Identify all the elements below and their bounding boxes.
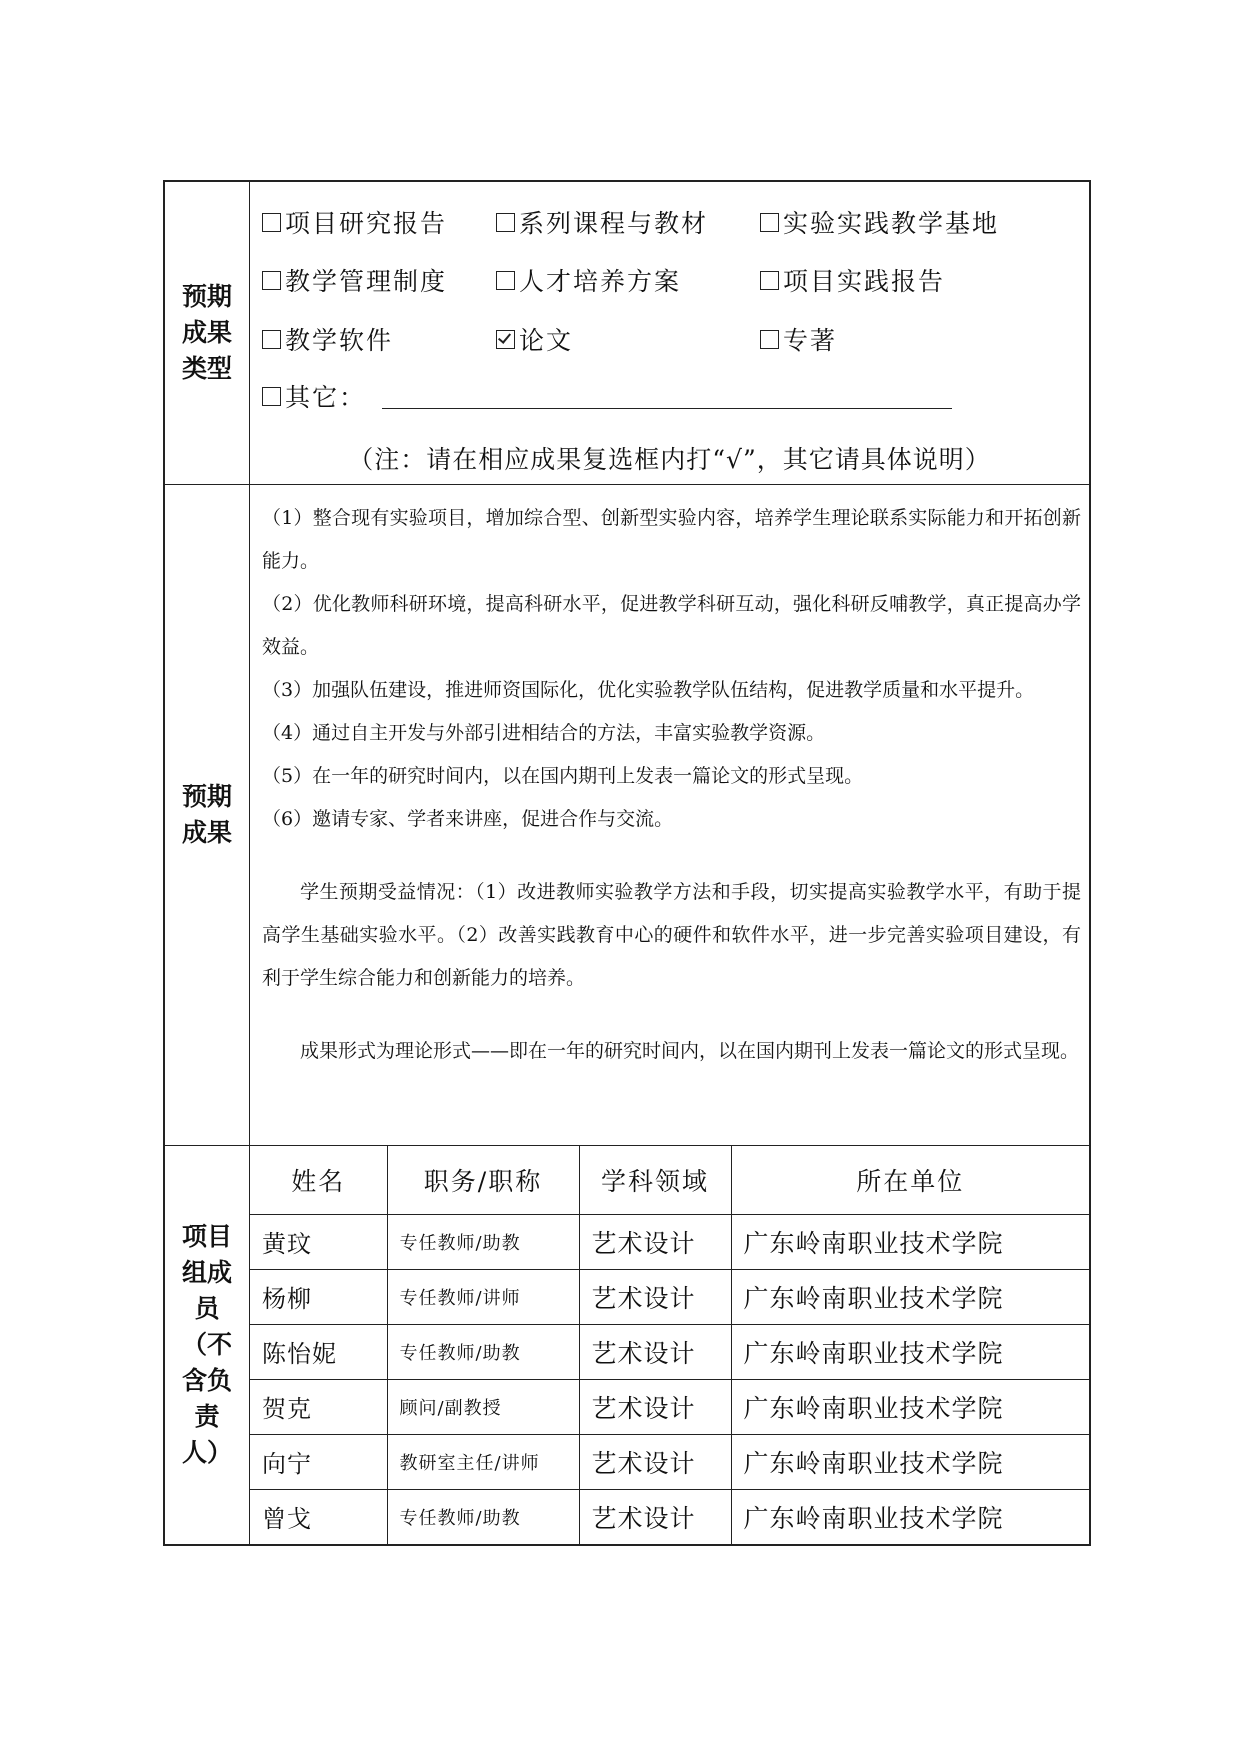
checked-checkbox-icon[interactable] [496, 330, 515, 349]
checkbox-row-1 [250, 204, 1089, 244]
checkbox-icon[interactable] [760, 271, 779, 290]
result-item-2: （2）优化教师科研环境，提高科研水平，促进教学科研互动，强化科研反哺教学，真正提高办学效益。 [262, 593, 1081, 658]
table-row [250, 1379, 1089, 1434]
checkbox-icon[interactable] [496, 213, 515, 232]
member-unit: 广东岭南职业技术学院 [731, 1269, 1089, 1324]
member-title: 专任教师/助教 [387, 1324, 579, 1379]
option-training-plan[interactable]: 人才培养方案 [496, 262, 681, 298]
member-field: 艺术设计 [579, 1324, 731, 1379]
outcome-types-section [165, 182, 1089, 485]
option-teaching-software[interactable]: 教学软件 [262, 321, 393, 357]
checkbox-icon[interactable] [760, 330, 779, 349]
checkbox-icon[interactable] [760, 213, 779, 232]
outcome-types-label: 预期成果类型 [181, 282, 232, 383]
member-field: 艺术设计 [579, 1269, 731, 1324]
spacer [262, 1000, 1081, 1030]
table-row [250, 1489, 1089, 1544]
checkbox-icon[interactable] [262, 213, 281, 232]
option-paper[interactable]: 论文 [496, 321, 573, 357]
member-field: 艺术设计 [579, 1434, 731, 1489]
result-form-paragraph: 成果形式为理论形式——即在一年的研究时间内，以在国内期刊上发表一篇论文的形式呈现。 [300, 1040, 1080, 1062]
option-management-system[interactable]: 教学管理制度 [262, 262, 447, 298]
members-table [250, 1146, 1089, 1544]
member-title: 专任教师/讲师 [387, 1269, 579, 1324]
result-item-3: （3）加强队伍建设，推进师资国际化，优化实验教学队伍结构，促进教学质量和水平提升。 [262, 679, 1035, 701]
student-benefit-paragraph: 学生预期受益情况：（1）改进教师实验教学方法和手段，切实提高实验教学水平，有助于提高学生基础实验水平。（2）改善实践教育中心的硬件和软件水平，进一步完善实验项目建设，有利于学生综合能力和创新能力的培养。 [262, 881, 1081, 989]
member-title: 顾问/副教授 [387, 1379, 579, 1434]
members-section [165, 1146, 1089, 1544]
other-fill-in-line[interactable] [382, 408, 952, 409]
expected-results-content [250, 485, 1089, 1145]
member-name: 陈怡妮 [250, 1324, 387, 1379]
table-row [250, 1324, 1089, 1379]
spacer [262, 841, 1081, 871]
outcome-types-note: （注：请在相应成果复选框内打“√”，其它请具体说明） [348, 445, 991, 474]
member-field: 艺术设计 [579, 1379, 731, 1434]
members-table-wrapper [250, 1146, 1089, 1544]
result-item-4: （4）通过自主开发与外部引进相结合的方法，丰富实验教学资源。 [262, 722, 826, 744]
option-course-series[interactable]: 系列课程与教材 [496, 204, 708, 240]
expected-results-label-cell [165, 485, 250, 1145]
members-header-row [250, 1146, 1089, 1214]
member-name: 向宁 [250, 1434, 387, 1489]
header-title: 职务/职称 [387, 1146, 579, 1214]
outcome-types-options [250, 182, 1089, 484]
member-name: 贺克 [250, 1379, 387, 1434]
result-item-1: （1）整合现有实验项目，增加综合型、创新型实验内容，培养学生理论联系实际能力和开拓创新能力。 [262, 507, 1081, 572]
application-form-table [163, 180, 1091, 1546]
expected-results-section [165, 485, 1089, 1146]
checkbox-icon[interactable] [496, 271, 515, 290]
option-practice-report[interactable]: 项目实践报告 [760, 262, 945, 298]
members-label-cell [165, 1146, 250, 1544]
member-title: 教研室主任/讲师 [387, 1434, 579, 1489]
member-unit: 广东岭南职业技术学院 [731, 1214, 1089, 1269]
header-field: 学科领域 [579, 1146, 731, 1214]
option-monograph[interactable]: 专著 [760, 321, 837, 357]
table-row [250, 1434, 1089, 1489]
member-name: 黄玟 [250, 1214, 387, 1269]
member-unit: 广东岭南职业技术学院 [731, 1379, 1089, 1434]
header-name: 姓名 [250, 1146, 387, 1214]
expected-results-label: 预期成果 [181, 782, 232, 847]
member-title: 专任教师/助教 [387, 1489, 579, 1544]
checkbox-row-4 [250, 378, 1089, 418]
member-unit: 广东岭南职业技术学院 [731, 1434, 1089, 1489]
table-row [250, 1214, 1089, 1269]
member-name: 曾戈 [250, 1489, 387, 1544]
option-research-report[interactable]: 项目研究报告 [262, 204, 447, 240]
checkbox-row-2 [250, 262, 1089, 302]
outcome-types-label-cell [165, 182, 250, 484]
member-unit: 广东岭南职业技术学院 [731, 1324, 1089, 1379]
result-item-5: （5）在一年的研究时间内，以在国内期刊上发表一篇论文的形式呈现。 [262, 765, 864, 787]
member-field: 艺术设计 [579, 1214, 731, 1269]
member-field: 艺术设计 [579, 1489, 731, 1544]
header-unit: 所在单位 [731, 1146, 1089, 1214]
checkbox-icon[interactable] [262, 271, 281, 290]
checkbox-icon[interactable] [262, 330, 281, 349]
option-practice-base[interactable]: 实验实践教学基地 [760, 204, 999, 240]
members-label: 项目组成员（不含负责人） [181, 1222, 232, 1467]
member-title: 专任教师/助教 [387, 1214, 579, 1269]
member-name: 杨柳 [250, 1269, 387, 1324]
checkbox-icon[interactable] [262, 387, 281, 406]
table-row [250, 1269, 1089, 1324]
checkbox-row-3 [250, 321, 1089, 361]
option-other[interactable]: 其它： [262, 378, 366, 414]
result-item-6: （6）邀请专家、学者来讲座，促进合作与交流。 [262, 808, 674, 830]
member-unit: 广东岭南职业技术学院 [743, 1503, 1004, 1533]
